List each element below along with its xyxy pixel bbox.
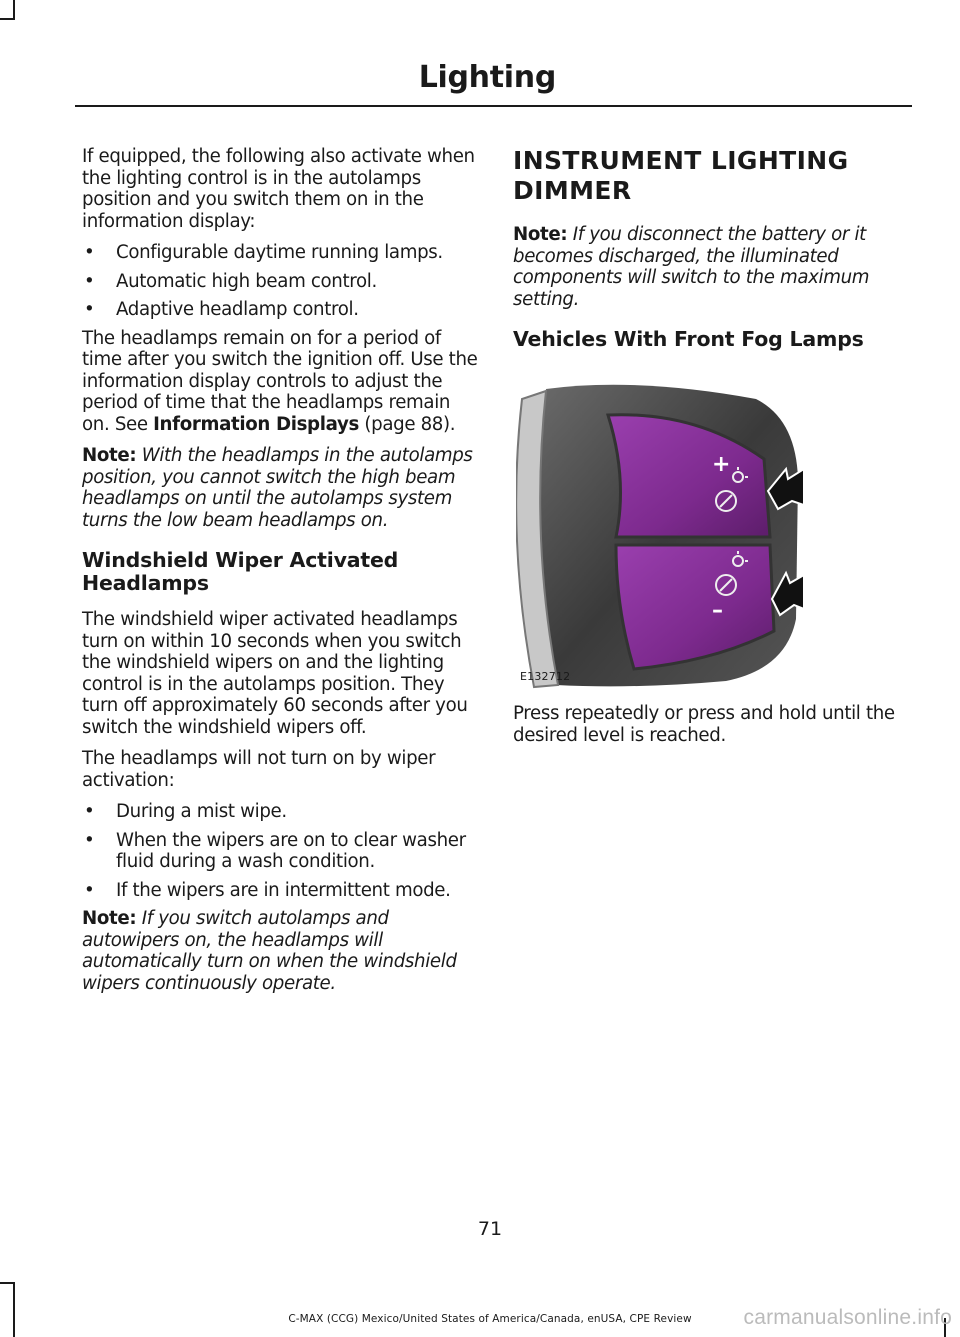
note-autolamps: Note: With the headlamps in the autolamps position, you cannot switch the high beam headlamps on until the autolamps system turns the low beam headlamps on. xyxy=(82,445,473,531)
feature-list xyxy=(82,242,478,321)
section-heading-dimmer: INSTRUMENT LIGHTING DIMMER xyxy=(513,146,849,205)
right-column xyxy=(513,146,903,756)
list-item: • Configurable daytime running lamps. xyxy=(84,242,443,263)
note-autowipers: Note: If you switch autolamps and autowipers on, the headlamps will automatically turn on when the windshield wipers continuously operate. xyxy=(82,908,457,994)
list-item: • During a mist wipe. xyxy=(84,801,287,822)
wiper-paragraph: The windshield wiper activated headlamps turn on within 10 seconds when you switch the windshield wipers on and the lighting control is in the autolamps position. They turn off approximately 60 seconds after you switch the windshield wipers off. xyxy=(82,609,468,738)
page-number: 71 xyxy=(477,1218,503,1240)
list-item: • Adaptive headlamp control. xyxy=(84,299,359,320)
header-divider xyxy=(75,105,912,107)
instruction-paragraph: Press repeatedly or press and hold until the desired level is reached. xyxy=(513,703,895,746)
not-on-intro: The headlamps will not turn on by wiper activation: xyxy=(82,748,436,791)
crop-mark-top-left-v xyxy=(13,0,15,20)
footer-text: C-MAX (CCG) Mexico/United States of America/Canada, enUSA, CPE Review xyxy=(288,1313,692,1325)
bullet: • xyxy=(84,879,95,901)
left-column xyxy=(82,146,478,1004)
bullet: • xyxy=(84,270,95,292)
watermark: carmanualsonline.info xyxy=(743,1306,952,1329)
list-item: • If the wipers are in intermittent mode. xyxy=(84,879,451,901)
plus-label: + xyxy=(712,452,731,477)
note-battery: Note: If you disconnect the battery or it becomes discharged, the illuminated components will switch to the maximum setting. xyxy=(513,224,870,310)
bullet: • xyxy=(84,801,95,822)
remain-paragraph: The headlamps remain on for a period of time after you switch the ignition off. Use the information display controls to adjust the period of time that the headlamps remain on. See Information Displays (page 88). xyxy=(82,327,478,435)
page-title: Lighting xyxy=(418,60,556,95)
list-item: • Automatic high beam control. xyxy=(84,270,377,292)
dimmer-switch-figure xyxy=(516,369,804,689)
dimmer-switch-illustration xyxy=(516,369,804,689)
bullet: • xyxy=(84,829,95,851)
crop-mark-top-left-h xyxy=(0,18,15,20)
crop-mark-bottom-left-v xyxy=(13,1282,15,1337)
figure-code: E132712 xyxy=(520,669,571,683)
subheading-fog-lamps: Vehicles With Front Fog Lamps xyxy=(513,327,864,351)
cross-reference-link[interactable]: Information Displays xyxy=(153,413,359,435)
minus-label: – xyxy=(712,598,723,623)
condition-list xyxy=(82,801,478,901)
intro-paragraph: If equipped, the following also activate when the lighting control is in the autolamps position and you switch them on in the information display: xyxy=(82,146,475,232)
list-item: • When the wipers are on to clear washer fluid during a wash condition. xyxy=(84,829,466,872)
section-heading-wiper: Windshield Wiper Activated Headlamps xyxy=(82,548,399,595)
bullet: • xyxy=(84,242,95,263)
bullet: • xyxy=(84,299,95,320)
crop-mark-bottom-left-h xyxy=(0,1282,15,1284)
